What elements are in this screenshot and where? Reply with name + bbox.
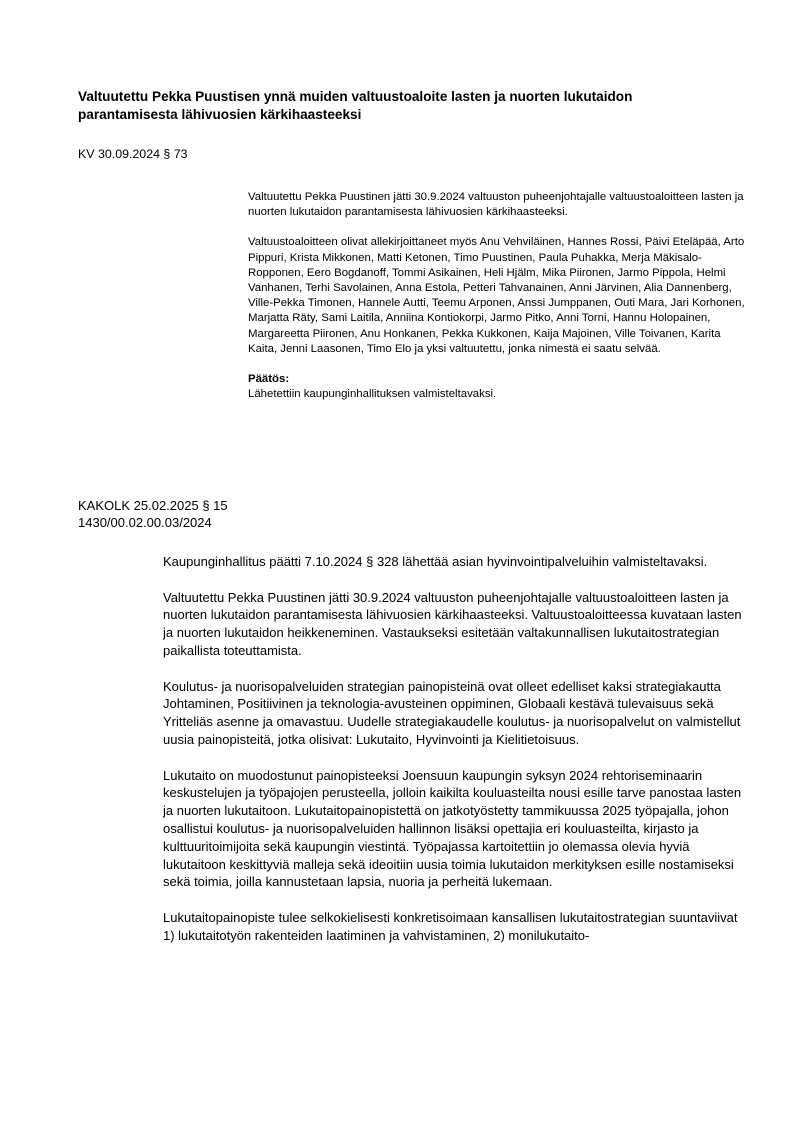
kv-reference: KV 30.09.2024 § 73 bbox=[78, 147, 188, 161]
kv-paragraph-signatories: Valtuustoaloitteen olivat allekirjoittaneet myös Anu Vehviläinen, Hannes Rossi, Päivi Eteläpää, Arto Pippuri, Krista Mikkonen, Matti Ketonen, Timo Puustinen, Paula Puhakka, Merja Mäkisalo-Ropponen, Eero Bogdanoff, Tommi Asikainen, Heli Hjälm, Mika Piironen, Jarmo Pippola, Helmi Vanhanen, Terhi Savolainen, Anna Estola, Petteri Tahvanainen, Anni Järvinen, Alia Dannenberg, Ville-Pekka Timonen, Hannele Autti, Teemu Arponen, Anssi Jumppanen, Outi Mara, Jari Korhonen, Marjatta Räty, Sami Laitila, Anniina Kontiokorpi, Jarmo Pitko, Anni Torni, Hannu Holopainen, Margareetta Piironen, Anu Honkanen, Pekka Kukkonen, Kaija Majoinen, Ville Toivanen, Karita Kaita, Jenni Laasonen, Timo Elo ja yksi valtuutettu, jonka nimestä ei saatu selvää. bbox=[248, 236, 745, 355]
kakolk-header bbox=[78, 497, 228, 531]
main-paragraph-1: Kaupunginhallitus päätti 7.10.2024 § 328 lähettää asian hyvinvointipalveluihin valmisteltavaksi. bbox=[163, 554, 708, 569]
kakolk-reference: KAKOLK 25.02.2025 § 15 bbox=[78, 498, 228, 513]
main-section bbox=[163, 553, 743, 962]
main-paragraph-3: Koulutus- ja nuorisopalveluiden strategian painopisteinä ovat olleet edelliset kaksi strategiakautta Johtaminen, Positiivinen ja teknologia-avusteinen oppiminen, Globaali kestävä tulevaisuus sekä Yritteliäs asenne ja omavastuu. Uudelle strategiakaudelle koulutus- ja nuorisopalvelut on valmistellut uusia painopisteitä, jotka olisivat: Lukutaito, Hyvinvointi ja Kielitietoisuus. bbox=[163, 678, 741, 747]
decision-text: Lähetettiin kaupunginhallituksen valmisteltavaksi. bbox=[248, 388, 497, 401]
case-number: 1430/00.02.00.03/2024 bbox=[78, 515, 212, 530]
main-paragraph-2: Valtuutettu Pekka Puustinen jätti 30.9.2024 valtuuston puheenjohtajalle valtuustoaloitteen lasten ja nuorten lukutaidon parantamisesta lähivuosien kärkihaasteeksi. Valtuustoaloitteessa kuvataan lasten ja nuorten lukutaidon heikkeneminen. Vastaukseksi esitetään valtakunnallisen lukutaitostrategian paikallista toteuttamista. bbox=[163, 589, 742, 658]
kv-paragraph-initiative: Valtuutettu Pekka Puustinen jätti 30.9.2024 valtuuston puheenjohtajalle valtuustoaloitteen lasten ja nuorten lukutaidon parantamisesta lähivuosien kärkihaasteeksi. bbox=[248, 191, 744, 219]
document-title: Valtuutettu Pekka Puustisen ynnä muiden valtuustoaloite lasten ja nuorten lukutaidon parantamisesta lähivuosien kärkihaasteeksi bbox=[78, 89, 633, 122]
main-paragraph-5: Lukutaitopainopiste tulee selkokielisesti konkretisoimaan kansallisen lukutaitostrategian suuntaviivat 1) lukutaitotyön rakenteiden laatiminen ja vahvistaminen, 2) monilukutaito- bbox=[163, 909, 738, 943]
decision-heading: Päätös: bbox=[248, 373, 290, 386]
main-paragraph-4: Lukutaito on muodostunut painopisteeksi Joensuun kaupungin syksyn 2024 rehtoriseminaarin keskustelujen ja työpajojen perusteella, jolloin kaikilta kouluasteilta nousi esille tarve panostaa lasten ja nuorten lukutaitoon. Lukutaitopainopistettä on jatkotyöstetty tammikuussa 2025 työpajalla, johon osallistui koulutus- ja nuorisopalveluiden hallinnon lisäksi opettajia eri kouluasteilta, kirjasto ja kulttuuritoimijoita sekä kaupungin viestintä. Työpajassa kartoitettiin jo olemassa olevia hyviä lukutaitoon keskittyviä malleja sekä ideoitiin uusia toimia lukutaidon merkityksen esille nostamiseksi sekä toimia, joilla kannustetaan lapsia, nuoria ja perheitä lukemaan. bbox=[163, 767, 742, 890]
kv-section bbox=[248, 190, 748, 402]
